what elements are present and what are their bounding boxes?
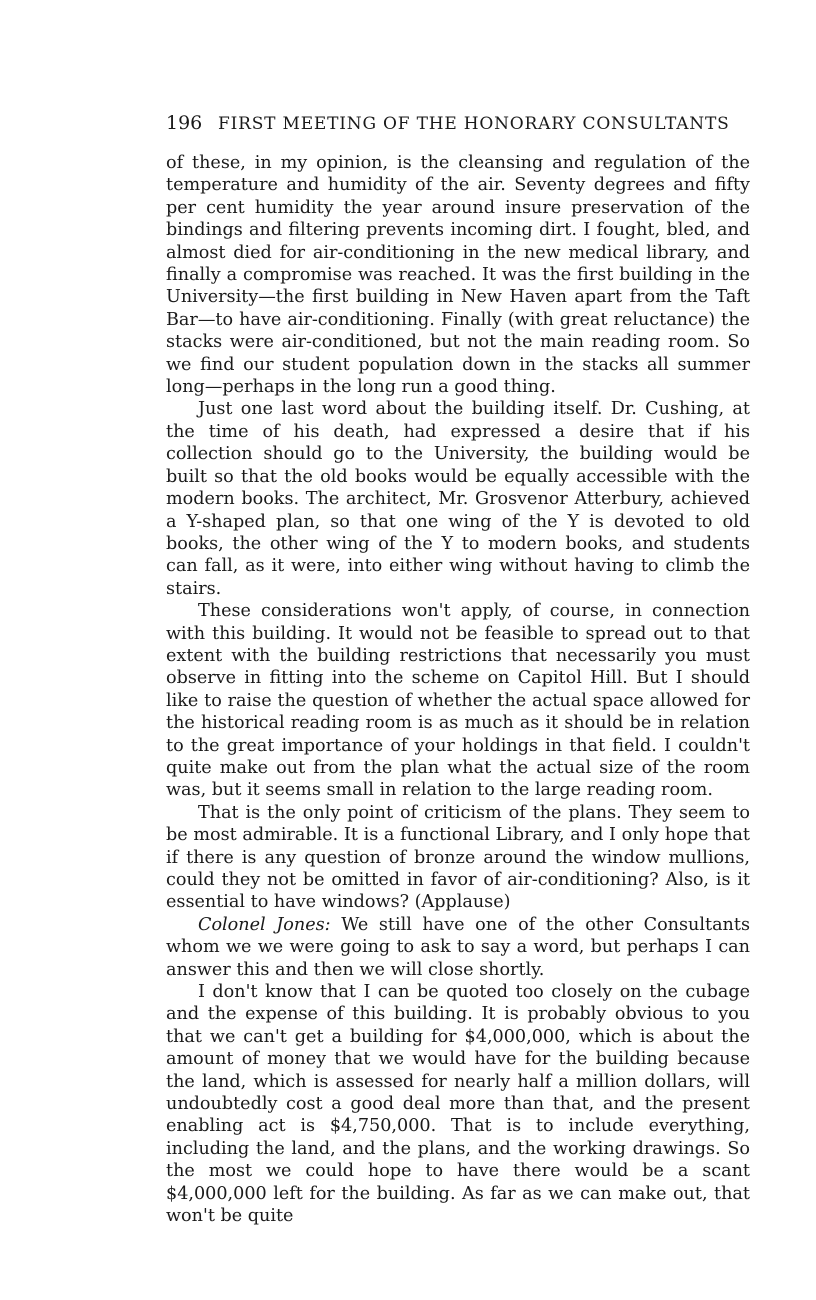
paragraph-speaker (166, 914, 750, 981)
chapter-title: FIRST MEETING OF THE HONORARY CONSULTANTS (218, 114, 730, 134)
speaker-name: Colonel Jones: (198, 914, 331, 935)
book-page (166, 112, 750, 1228)
paragraph: That is the only point of criticism of the plans. They seem to be most admirable. It is a functional Library, and I only hope that if there is any question of bronze around the window mullions, could they not be omitted in favor of air-conditioning? Also, is it essential to have windows? (Applause) (166, 802, 750, 913)
paragraph: I don't know that I can be quoted too closely on the cubage and the expense of this building. It is probably obvious to you that we can't get a building for $4,000,000, which is about the amount of money that we would have for the building because the land, which is assessed for nearly half a million dollars, will undoubtedly cost a good deal more than that, and the present enabling act is $4,750,000. That is to include everything, including the land, and the plans, and the working drawings. So the most we could hope to have there would be a scant $4,000,000 left for the building. As far as we can make out, that won't be quite (166, 982, 750, 1227)
page-number: 196 (166, 112, 203, 134)
body-text (166, 152, 750, 1228)
paragraph-continuation: of these, in my opinion, is the cleansing and regulation of the temperature and humidity of the air. Seventy degrees and fifty per cent humidity the year around insure preservation of the bindings and filtering prevents incoming dirt. I fought, bled, and almost died for air-conditioning in the new medical library, and finally a compromise was reached. It was the first building in the University—the first building in New Haven apart from the Taft Bar—to have air-conditioning. Finally (with great reluctance) the stacks were air-conditioned, but not the main reading room. So we find our student population down in the stacks all summer long—perhaps in the long run a good thing. (166, 153, 750, 398)
running-head (166, 112, 750, 134)
paragraph: Just one last word about the building itself. Dr. Cushing, at the time of his death, had expressed a desire that if his collection should go to the University, the building would be built so that the old books would be equally accessible with the modern books. The architect, Mr. Grosvenor Atterbury, achieved a Y-shaped plan, so that one wing of the Y is devoted to old books, the other wing of the Y to modern books, and students can fall, as it were, into either wing without having to climb the stairs. (166, 399, 750, 599)
speaker-text: We still have one of the other Consultants whom we we were going to ask to say a word, but perhaps I can answer this and then we will close shortly. (166, 914, 750, 980)
paragraph: These considerations won't apply, of course, in connection with this building. It would not be feasible to spread out to that extent with the building restrictions that necessarily you must observe in fitting into the scheme on Capitol Hill. But I should like to raise the question of whether the actual space allowed for the historical reading room is as much as it should be in relation to the great importance of your holdings in that field. I couldn't quite make out from the plan what the actual size of the room was, but it seems small in relation to the large reading room. (166, 601, 750, 801)
